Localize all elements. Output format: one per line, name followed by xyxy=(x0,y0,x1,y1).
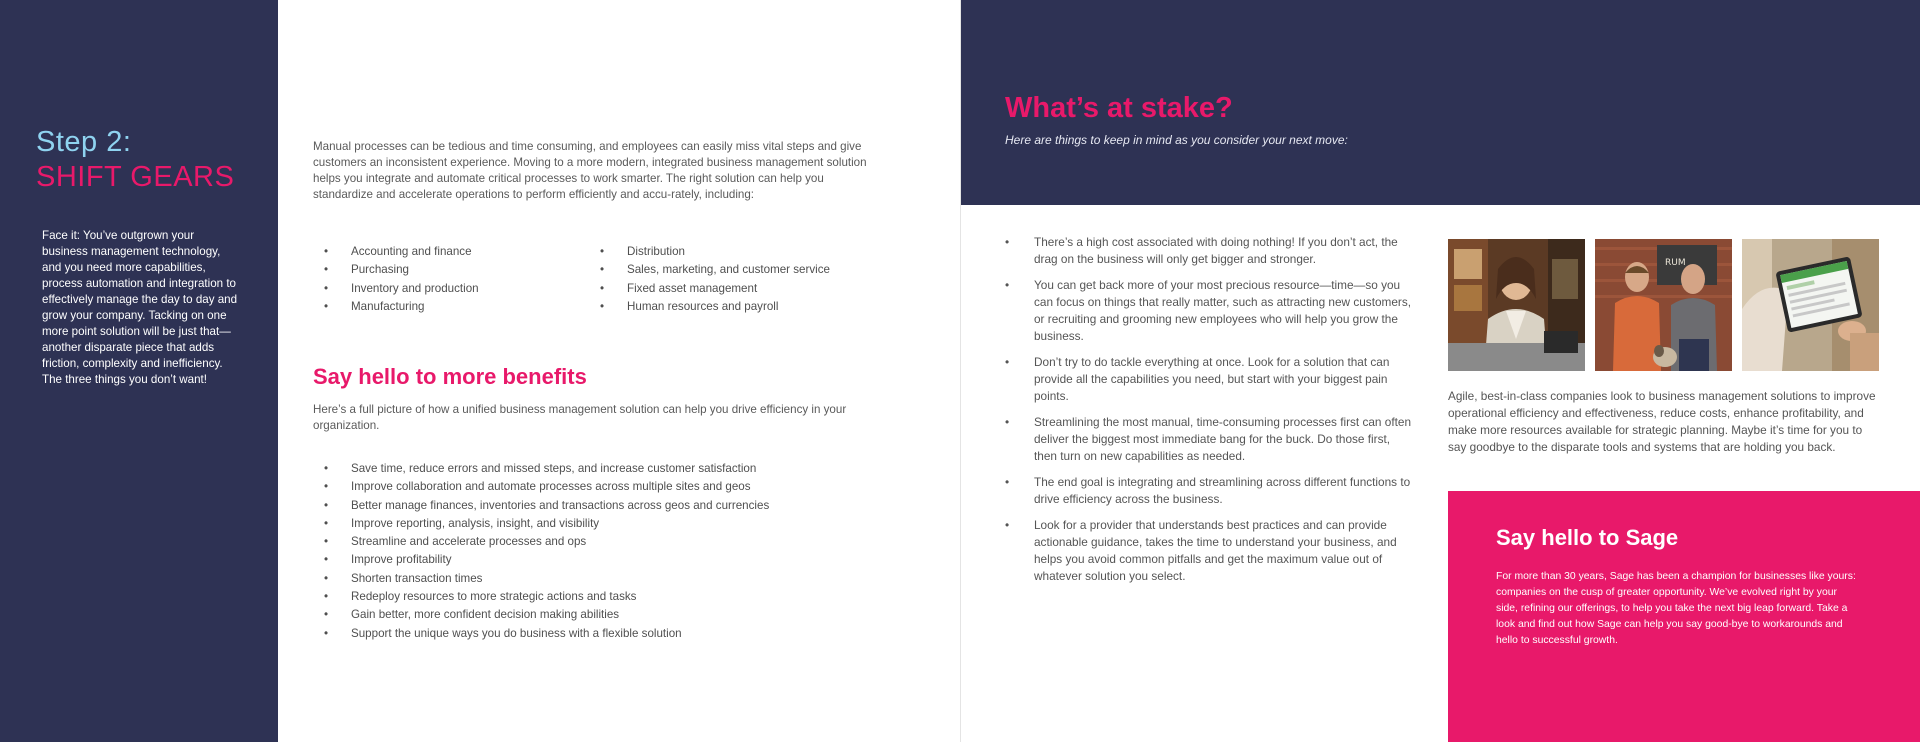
photo-two-men xyxy=(1595,239,1732,371)
list-item: • Redeploy resources to more strategic actions and tasks xyxy=(313,588,769,606)
list-item: • Inventory and production xyxy=(313,280,479,298)
list-item: • Streamlining the most manual, time-consuming processes first can often deliver the biggest most immediate bang for the buck. Do those first, then turn on new capabilities as needed. xyxy=(1003,414,1413,465)
benefits-heading: Say hello to more benefits xyxy=(313,364,587,389)
step-title: SHIFT GEARS xyxy=(36,161,235,193)
list-item: • Streamline and accelerate processes and ops xyxy=(313,533,769,551)
list-item: • Distribution xyxy=(589,243,830,261)
sage-callout xyxy=(1448,491,1920,742)
photo-businesswoman xyxy=(1448,239,1585,371)
agile-paragraph: Agile, best-in-class companies look to business management solutions to improve operational efficiency and effectiveness, reduce costs, enhance profitability, and make more resources available for strategic planning. Maybe it’s time for you to say goodbye to the disparate tools and systems that are holding you back. xyxy=(1448,389,1876,454)
list-item: • There’s a high cost associated with doing nothing! If you don’t act, the drag on the business will only get bigger and stronger. xyxy=(1003,234,1413,268)
list-item: • Improve profitability xyxy=(313,551,769,569)
photo-tablet xyxy=(1742,239,1879,371)
list-item: • Look for a provider that understands best practices and can provide actionable guidance, takes the time to understand your business, and helps you avoid common pitfalls and get the maximum value out of whatever solution you select. xyxy=(1003,517,1413,585)
left-page xyxy=(278,0,960,742)
list-item: • Better manage finances, inventories and transactions across geos and currencies xyxy=(313,497,769,515)
list-item: • You can get back more of your most precious resource—time—so you can focus on things that really matter, such as attracting new customers, or recruiting and grooming new employees who will help you grow the business. xyxy=(1003,277,1413,345)
process-list-col1 xyxy=(313,243,479,316)
list-item: • The end goal is integrating and streamlining across different functions to drive efficiency across the business. xyxy=(1003,474,1413,508)
step-label: Step 2: xyxy=(36,126,132,158)
sage-heading: Say hello to Sage xyxy=(1496,525,1679,550)
process-list-col2 xyxy=(589,243,830,316)
benefits-list xyxy=(313,460,769,643)
svg-text:RUM: RUM xyxy=(1665,258,1686,268)
list-item: • Support the unique ways you do business with a flexible solution xyxy=(313,625,769,643)
list-item: • Accounting and finance xyxy=(313,243,479,261)
stake-heading: What’s at stake? xyxy=(1005,92,1233,124)
sidebar-panel xyxy=(0,0,278,742)
list-item: • Sales, marketing, and customer service xyxy=(589,261,830,279)
sage-text: For more than 30 years, Sage has been a champion for businesses like yours: companies on the cusp of greater opportunity. We’ve evolved right by your side, refining our offerings, to help you take the next big leap forward. Take a look and find out how Sage can help you say good-bye to workarounds and hello to successful growth. xyxy=(1496,571,1856,646)
header-band xyxy=(961,0,1920,205)
intro-paragraph: Manual processes can be tedious and time consuming, and employees can easily miss vital steps and give customers an inconsistent experience. Moving to a more modern, integrated business management solution helps you integrate and automate critical processes to work smarter. The right solution can help you standardize and accelerate operations to perform efficiently and accu-rately, including: xyxy=(313,140,867,201)
sidebar-body: Face it: You’ve outgrown your business management technology, and you need more capabilities, process automation and integration to effectively manage the day to day and grow your company. Tacking on one more point solution will be just that—another disparate piece that adds friction, complexity and inefficiency. The three things you don’t want! xyxy=(42,229,238,386)
list-item: • Gain better, more confident decision making abilities xyxy=(313,606,769,624)
benefits-intro: Here’s a full picture of how a unified business management solution can help you drive efficiency in your organization. xyxy=(313,403,847,432)
list-item: • Manufacturing xyxy=(313,298,479,316)
list-item: • Human resources and payroll xyxy=(589,298,830,316)
list-item: • Improve reporting, analysis, insight, and visibility xyxy=(313,515,769,533)
list-item: • Purchasing xyxy=(313,261,479,279)
list-item: • Shorten transaction times xyxy=(313,570,769,588)
list-item: • Fixed asset management xyxy=(589,280,830,298)
list-item: • Don’t try to do tackle everything at once. Look for a solution that can provide all the capabilities you need, but start with your biggest pain points. xyxy=(1003,354,1413,405)
stake-points-list xyxy=(1003,234,1413,594)
stake-subheading: Here are things to keep in mind as you consider your next move: xyxy=(1005,133,1348,147)
right-page xyxy=(961,0,1920,742)
list-item: • Improve collaboration and automate processes across multiple sites and geos xyxy=(313,478,769,496)
list-item: • Save time, reduce errors and missed steps, and increase customer satisfaction xyxy=(313,460,769,478)
